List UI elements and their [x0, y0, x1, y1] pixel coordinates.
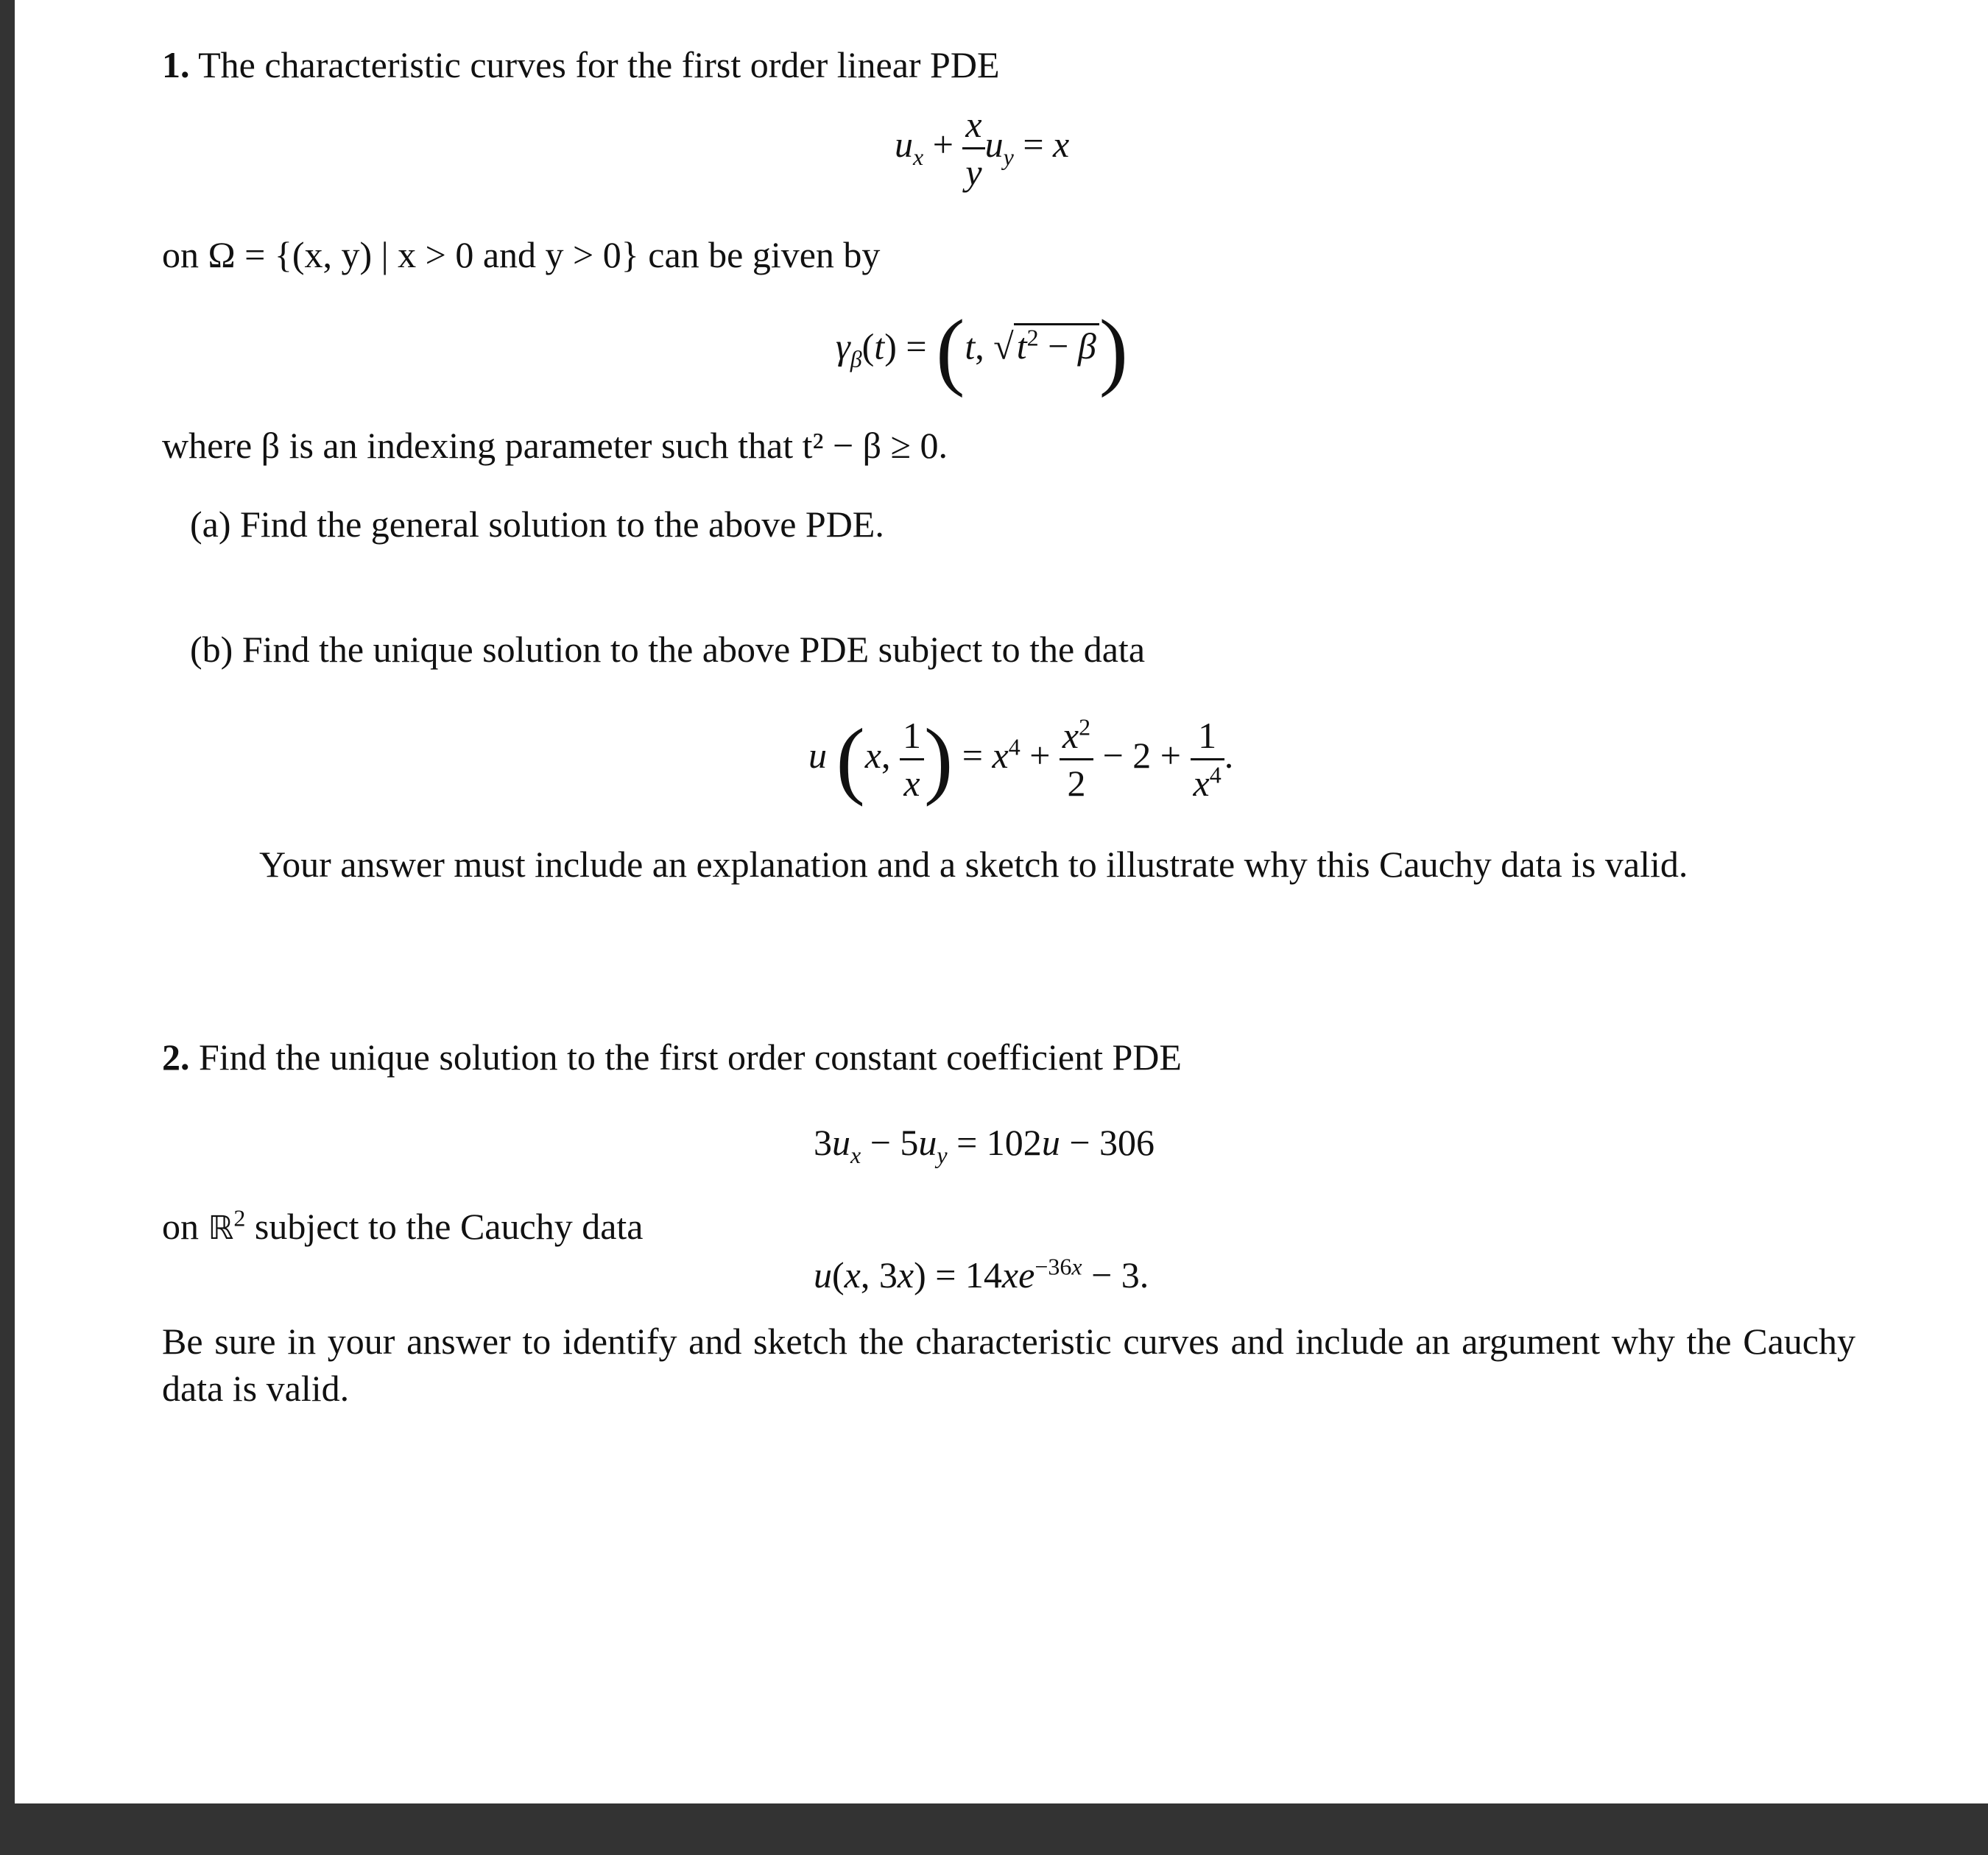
problem-1-intro: The characteristic curves for the first order linear PDE — [198, 44, 1000, 85]
problem-2-intro: Find the unique solution to the first order constant coefficient PDE — [199, 1036, 1182, 1078]
part-b-label: (b) — [190, 629, 233, 670]
domain-line-2: on ℝ$^2$ subject to the Cauchy data — [162, 1204, 644, 1247]
on-text: subject to the Cauchy data — [254, 1206, 644, 1247]
closing-paragraph: Be sure in your answer to identify and sketch the characteristic curves and include an argument why the Cauchy data is valid. — [162, 1321, 1855, 1409]
part-a-text: Find the general solution to the above PDE. — [240, 504, 884, 545]
part-b-note: Your answer must include an explanation and a sketch to illustrate why this Cauchy data is valid. — [259, 844, 1688, 885]
equation-characteristic-curve: $\gamma_\beta(t) = (t$, $√t^2 - \beta$) — [836, 302, 1129, 398]
part-a — [190, 502, 884, 546]
part-a-label: (a) — [190, 504, 231, 545]
part-b — [190, 627, 1145, 671]
equation-pde-1: $u_x$ + $\frac{x}{y}$ $u_y = x$ — [895, 102, 1069, 195]
part-b-text: Find the unique solution to the above PDE subject to the data — [242, 629, 1146, 670]
equation-data-part-b: u (x, $\frac{1}{x}$ ) = $x^4$ + $\frac{x^2}{2}$ − 2 + $\frac{1}{x^4}$ . — [808, 710, 1234, 808]
equation-cauchy-data-2: u(x, $3x) = 14xe^{-36x} - 3$. — [814, 1253, 1149, 1296]
problem-2-heading — [162, 1035, 1182, 1079]
problem-2-number: 2. — [162, 1036, 190, 1078]
parameter-line: where β is an indexing parameter such that t² − β ≥ 0. — [162, 425, 948, 466]
document-page — [15, 0, 1988, 1803]
domain-line: on Ω = {(x, y) | x > 0 and y > 0} can be given by — [162, 234, 881, 275]
problem-1-number: 1. — [162, 44, 190, 85]
equation-pde-2: $3u_x - 5u_y = 102u - 306$ — [814, 1122, 1155, 1168]
problem-1-heading — [162, 43, 1000, 87]
